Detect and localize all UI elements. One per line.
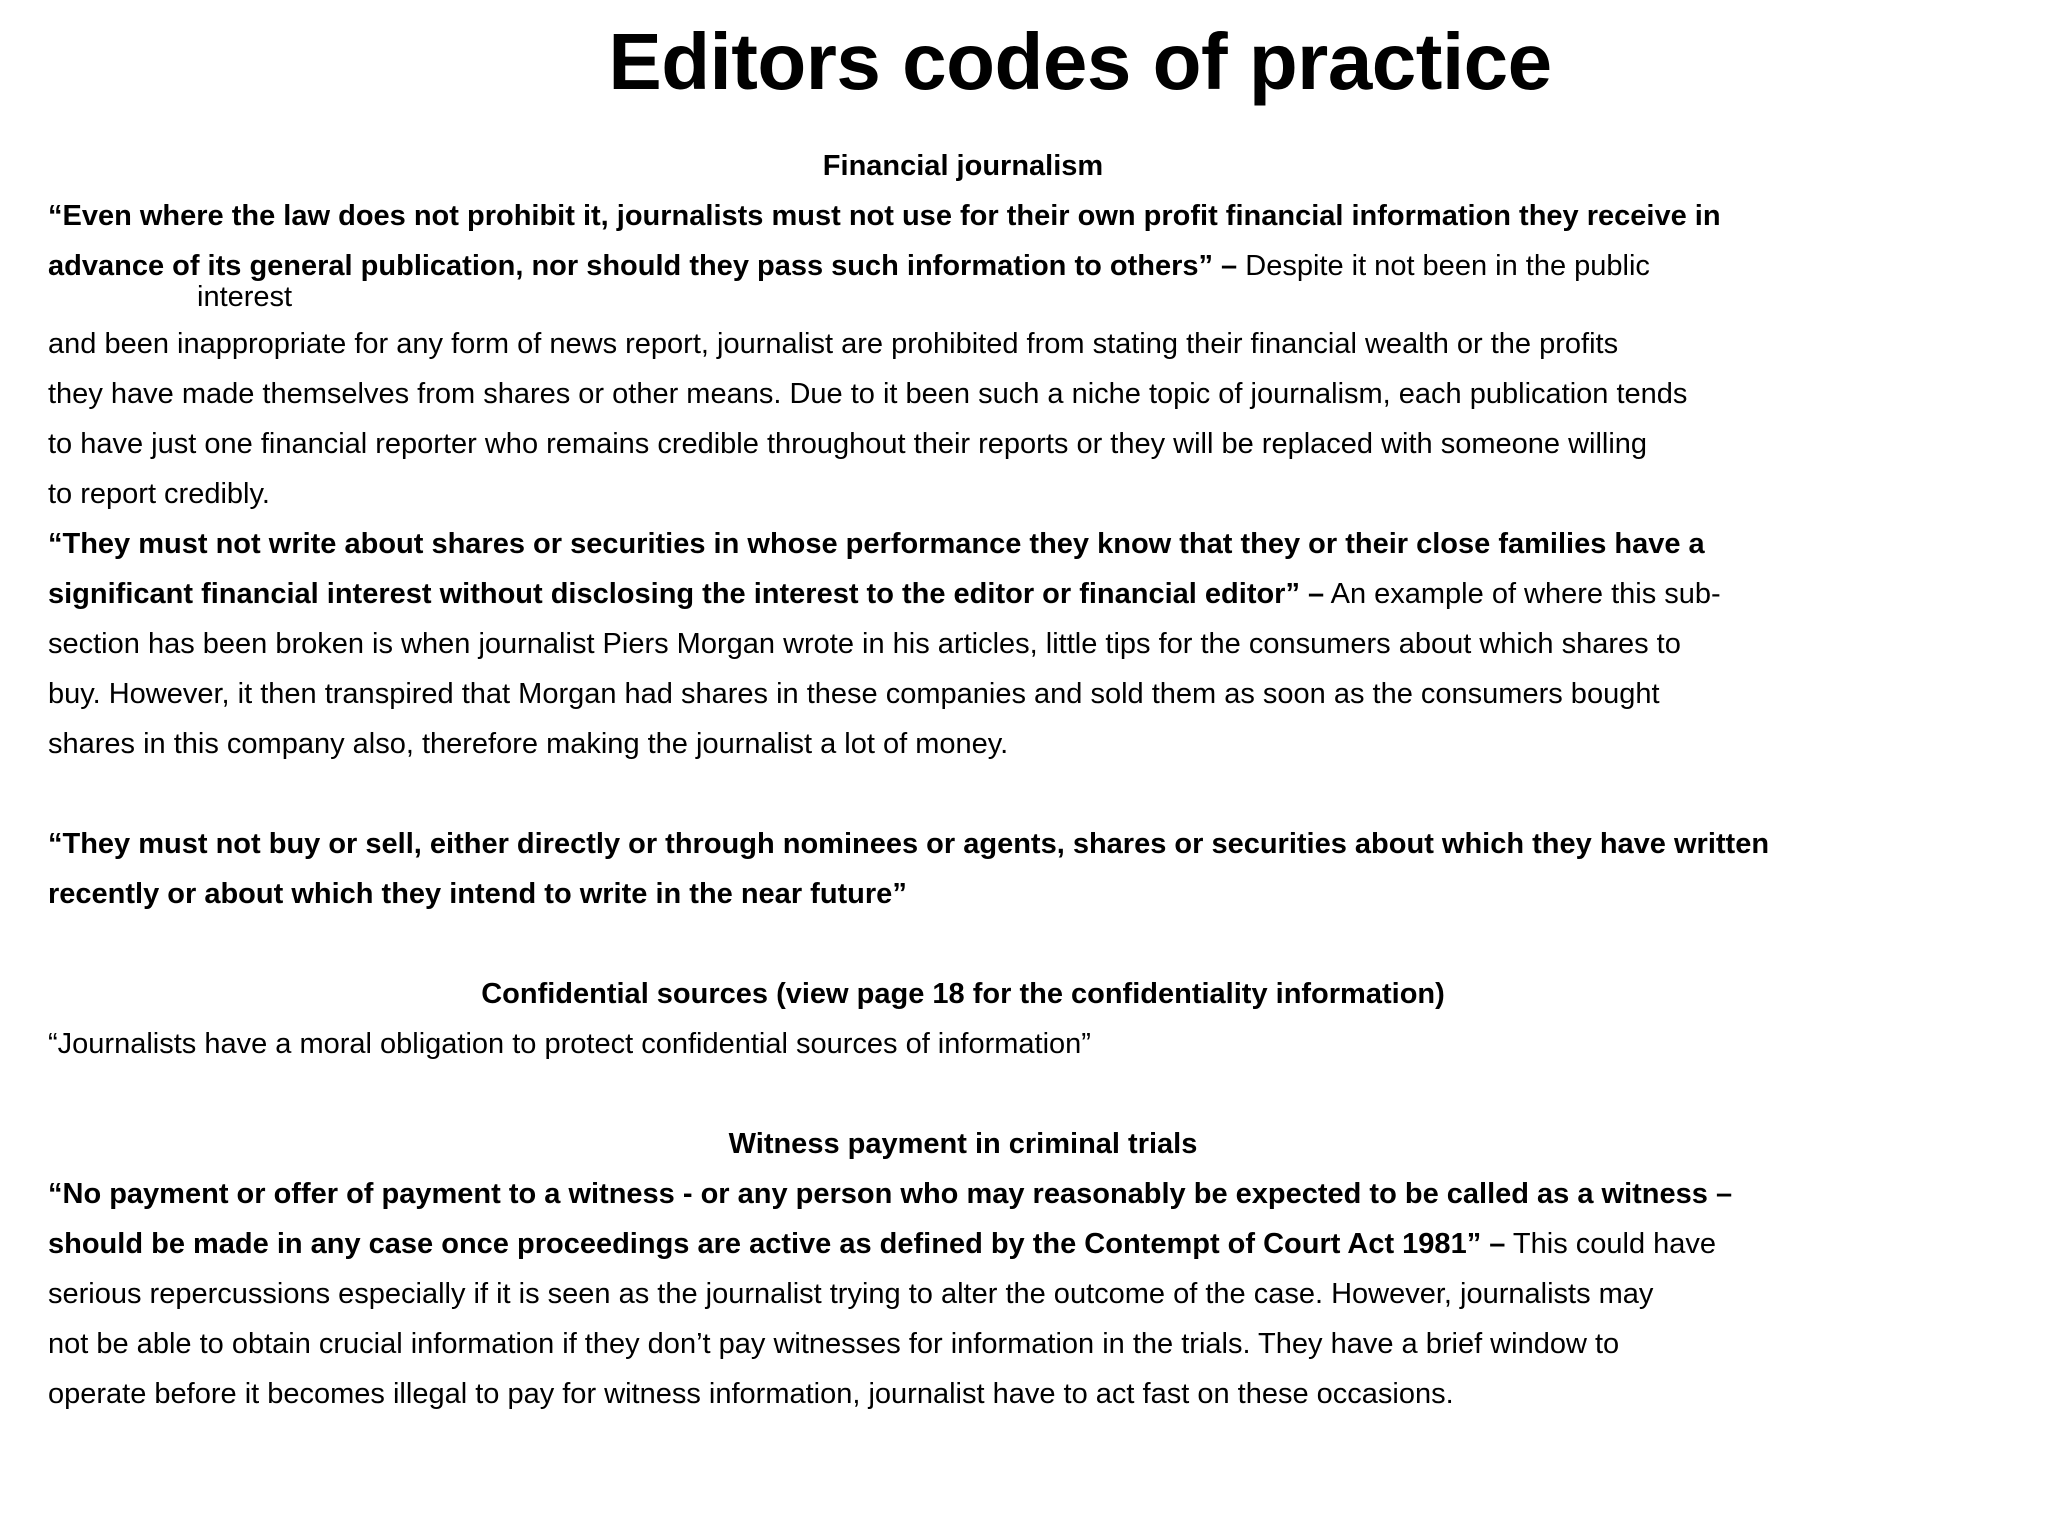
paragraph-line: to have just one financial reporter who remains credible throughout their reports or they will be replaced with someone willing (48, 428, 1648, 460)
commentary-fragment: This could have (1505, 1228, 1717, 1260)
section-heading-confidential-sources: Confidential sources (view page 18 for the confidentiality information) (481, 978, 1445, 1010)
paragraph-line: serious repercussions especially if it is seen as the journalist trying to alter the outcome of the case. However, journalists may (48, 1278, 1654, 1310)
quote-line: “They must not buy or sell, either directly or through nominees or agents, shares or securities about which they have written (48, 828, 1770, 860)
commentary-fragment: Despite it not been in the public (1237, 250, 1650, 282)
paragraph-line: shares in this company also, therefore making the journalist a lot of money. (48, 728, 1009, 760)
quote-fragment: advance of its general publication, nor should they pass such information to others” – (48, 250, 1238, 282)
paragraph-spacer (48, 769, 1878, 819)
paragraph-line: they have made themselves from shares or other means. Due to it been such a niche topic of journalism, each publication tends (48, 378, 1688, 410)
mixed-line (48, 1219, 1878, 1269)
quote-line: recently or about which they intend to write in the near future” (48, 878, 907, 910)
paragraph-spacer (48, 919, 1878, 969)
paragraph-line: buy. However, it then transpired that Morgan had shares in these companies and sold them as soon as the consumers bought (48, 678, 1660, 710)
section-heading-financial-journalism: Financial journalism (822, 150, 1104, 182)
paragraph-line: to report credibly. (48, 478, 270, 510)
paragraph-line: section has been broken is when journalist Piers Morgan wrote in his articles, little tips for the consumers about which shares to (48, 628, 1681, 660)
quote-line: “Journalists have a moral obligation to protect confidential sources of information” (48, 1028, 1091, 1060)
page-title: Editors codes of practice (608, 17, 1552, 106)
quote-line: “Even where the law does not prohibit it, journalists must not use for their own profit financial information they receive in (48, 200, 1721, 232)
quote-fragment: significant financial interest without disclosing the interest to the editor or financial editor” – (48, 578, 1325, 610)
paragraph-spacer (48, 1069, 1878, 1119)
commentary-fragment: An example of where this sub- (1324, 578, 1721, 610)
paragraph-line: not be able to obtain crucial information if they don’t pay witnesses for information in the trials. They have a brief window to (48, 1328, 1620, 1360)
wrapped-word-line: interest (197, 281, 293, 313)
quote-line: “They must not write about shares or securities in whose performance they know that they or their close families have a (48, 528, 1705, 560)
quote-fragment: should be made in any case once proceedings are active as defined by the Contempt of Court Act 1981” – (48, 1228, 1506, 1260)
mixed-line (48, 241, 1878, 291)
paragraph-line: and been inappropriate for any form of news report, journalist are prohibited from stating their financial wealth or the profits (48, 328, 1619, 360)
section-heading-witness-payment: Witness payment in criminal trials (728, 1128, 1198, 1160)
paragraph-line: operate before it becomes illegal to pay for witness information, journalist have to act fast on these occasions. (48, 1378, 1454, 1410)
document-body (48, 141, 1878, 1419)
mixed-line (48, 569, 1878, 619)
quote-line: “No payment or offer of payment to a witness - or any person who may reasonably be expected to be called as a witness – (48, 1178, 1733, 1210)
